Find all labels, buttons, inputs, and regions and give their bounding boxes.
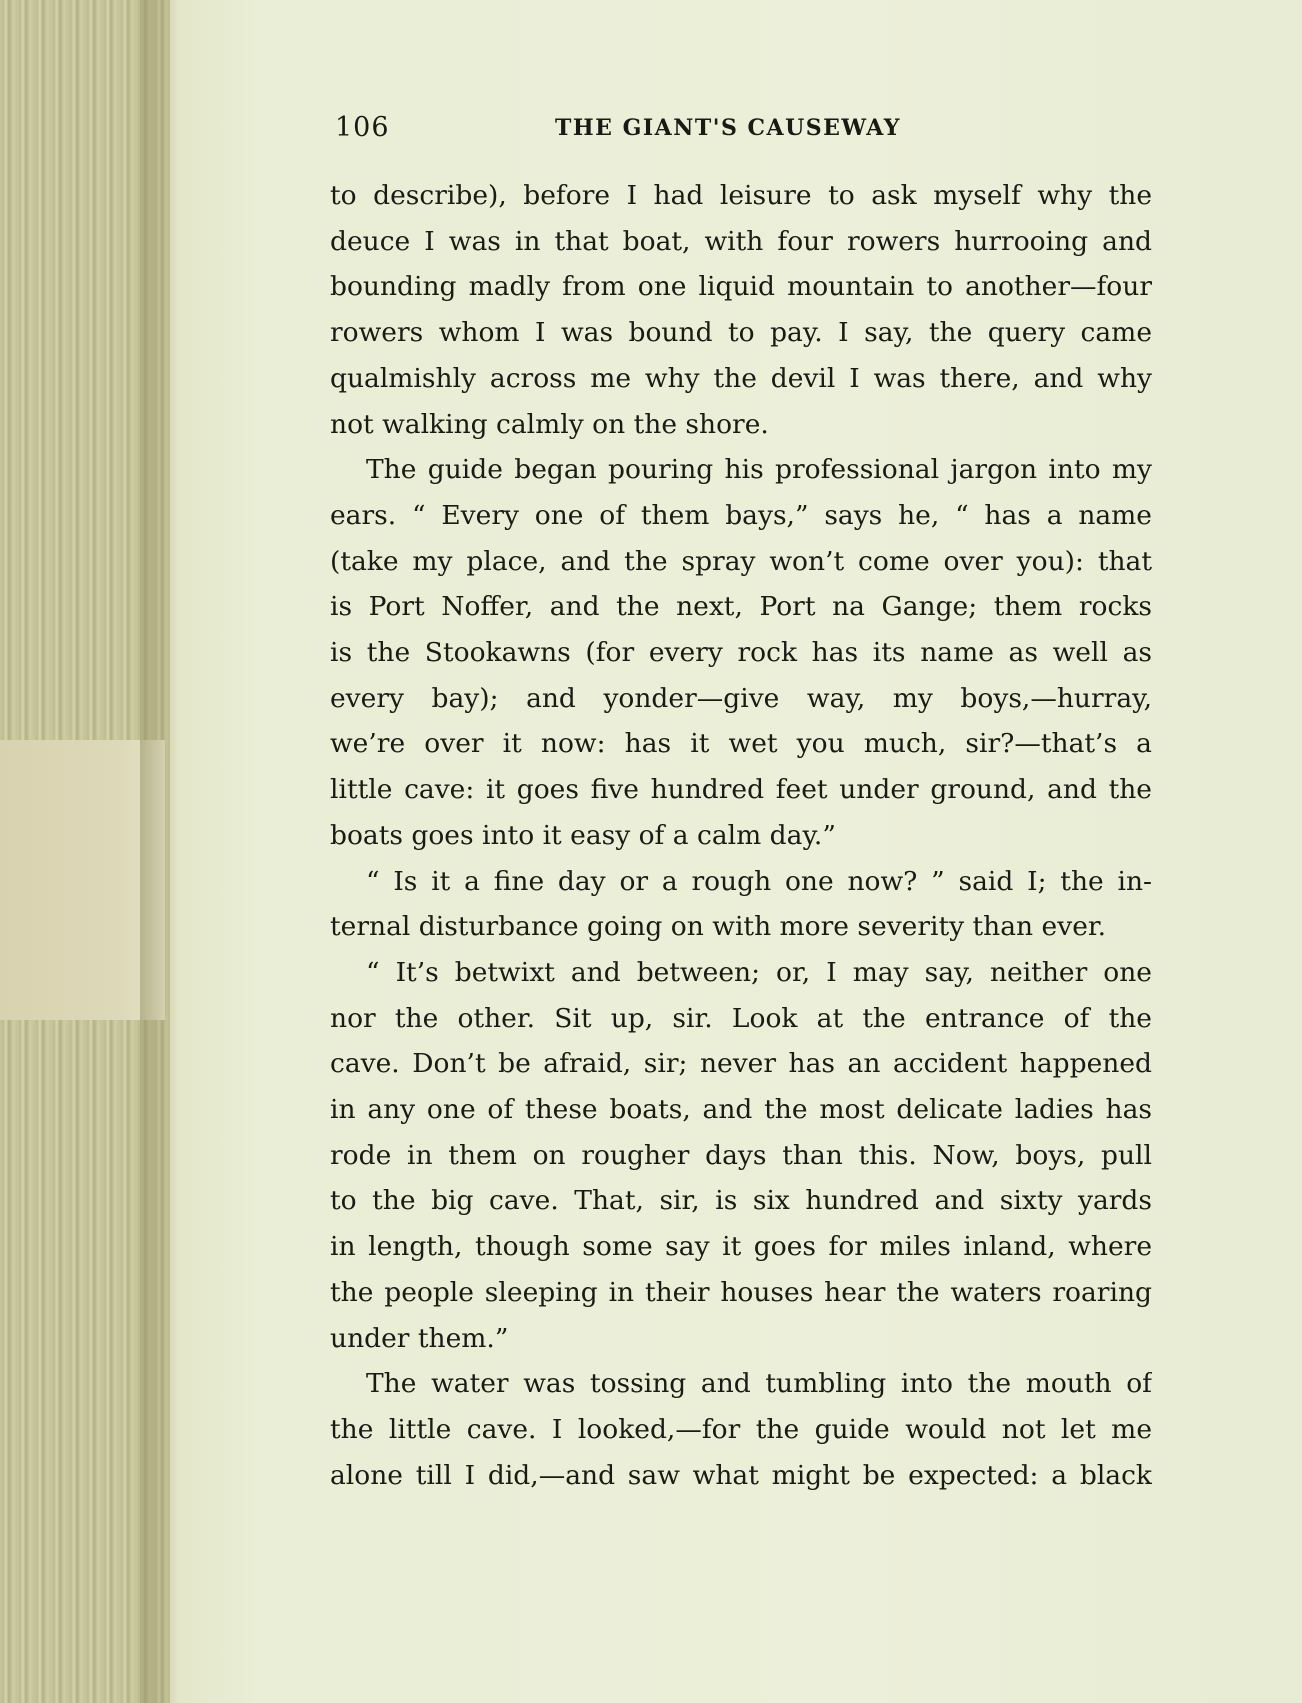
text-line: ternal disturbance going on with more severity than ever. (330, 911, 1107, 943)
paragraph (330, 1361, 1152, 1498)
text-line: deuce I was in that boat, with four rowers hurrooing and (330, 225, 1152, 257)
text-line: in any one of these boats, and the most delicate ladies has (330, 1094, 1152, 1126)
gutter-shadow (140, 0, 180, 1703)
text-line: every bay); and yonder—give way, my boys,—hurray, (330, 682, 1152, 714)
text-line: “ Is it a fine day or a rough one now? ” said I; the in- (366, 865, 1152, 897)
paragraph (330, 950, 1152, 1361)
text-line: is the Stookawns (for every rock has its name as well as (330, 637, 1152, 669)
text-line: little cave: it goes five hundred feet under ground, and the (330, 774, 1152, 806)
text-line: cave. Don’t be afraid, sir; never has an accident happened (330, 1048, 1152, 1080)
text-line: the people sleeping in their houses hear the waters roaring (330, 1276, 1152, 1308)
text-line: under them.” (330, 1322, 509, 1354)
text-line: rode in them on rougher days than this. Now, boys, pull (330, 1139, 1152, 1171)
text-line: the little cave. I looked,—for the guide would not let me (330, 1413, 1152, 1445)
text-line: in length, though some say it goes for miles inland, where (330, 1231, 1152, 1263)
text-line: not walking calmly on the shore. (330, 408, 769, 440)
text-line: nor the other. Sit up, sir. Look at the entrance of the (330, 1002, 1152, 1034)
running-title: THE GIANT'S CAUSEWAY (555, 115, 901, 141)
text-line: The water was tossing and tumbling into the mouth of (366, 1368, 1152, 1400)
text-line: qualmishly across me why the devil I was there, and why (330, 362, 1152, 394)
text-line: bounding madly from one liquid mountain to another—four (330, 271, 1152, 303)
text-line: is Port Noffer, and the next, Port na Gange; them rocks (330, 591, 1152, 623)
page-number: 106 (335, 112, 390, 143)
text-line: ears. “ Every one of them bays,” says he, “ has a name (330, 499, 1152, 531)
paragraph (330, 173, 1152, 447)
text-line: to describe), before I had leisure to ask myself why the (330, 180, 1152, 211)
paragraph (330, 859, 1152, 950)
text-line: to the big cave. That, sir, is six hundred and sixty yards (330, 1185, 1152, 1217)
body-text (330, 173, 1152, 1498)
text-line: rowers whom I was bound to pay. I say, the query came (330, 317, 1152, 349)
text-line: (take my place, and the spray won’t come over you): that (330, 545, 1152, 577)
running-head (335, 112, 1155, 152)
text-line: The guide began pouring his professional jargon into my (366, 454, 1152, 486)
text-line: alone till I did,—and saw what might be expected: a black (330, 1459, 1152, 1491)
text-line: boats goes into it easy of a calm day.” (330, 819, 836, 851)
paragraph (330, 447, 1152, 858)
text-line: “ It’s betwixt and between; or, I may say, neither one (366, 956, 1152, 988)
text-line: we’re over it now: has it wet you much, sir?—that’s a (330, 728, 1152, 760)
